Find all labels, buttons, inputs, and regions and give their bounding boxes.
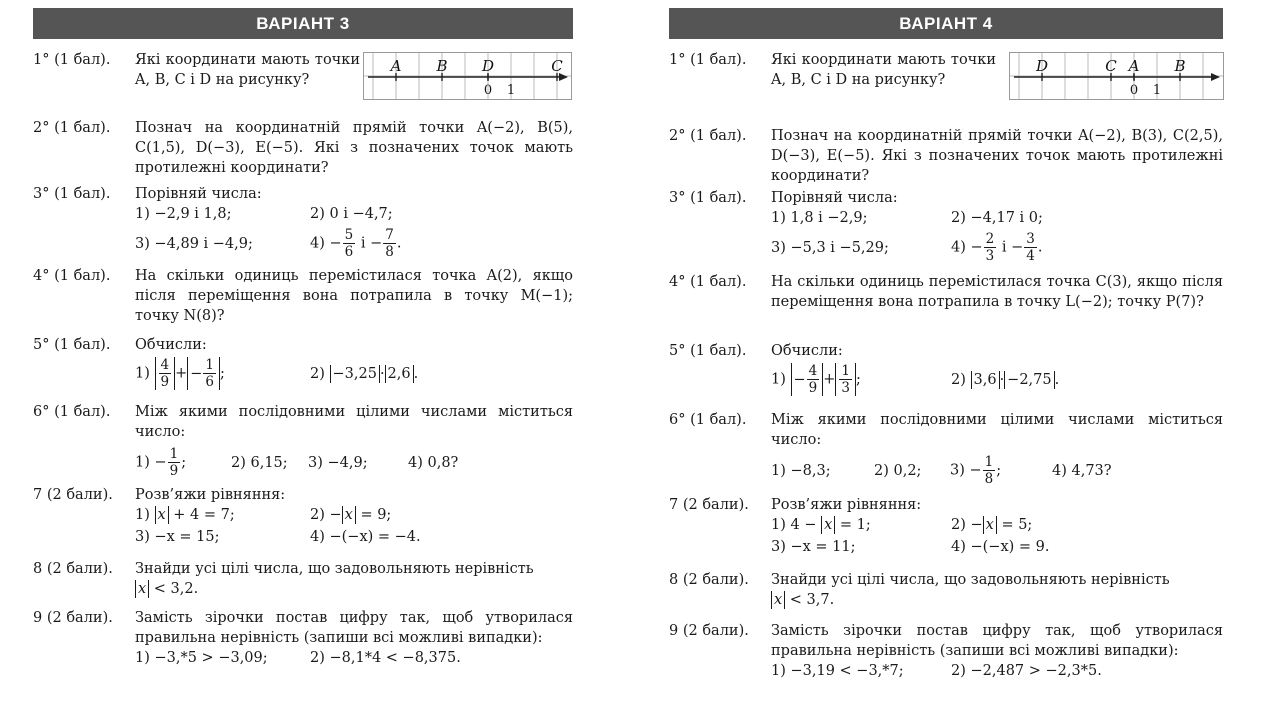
item-2: 2) −4,17 і 0;: [951, 210, 1043, 226]
task-number: 2° (1 бал).: [33, 120, 111, 136]
task-text: Які координати мають точки A, B, C і D на рисунку?: [135, 52, 360, 88]
item-3: 3) −x = 15;: [135, 529, 220, 545]
task-2: [669, 126, 1223, 186]
task-intro: Порівняй числа:: [135, 186, 262, 202]
task-text: Знайди усі цілі числа, що задовольняють нерівність: [771, 572, 1170, 588]
task-text: На скільки одиниць перемістилася точка C(3), якщо після переміщення вона потрапила в точку L(−2); точку P(7)?: [771, 274, 1223, 310]
number-line-figure: [1009, 52, 1224, 100]
task-text: На скільки одиниць перемістилася точка A(2), якщо після переміщення вона потрапила в точку M(−1); точку N(8)?: [135, 268, 573, 324]
item-4: 4) 0,8?: [408, 454, 459, 471]
item-4: 4) − $\frac{2}{3}$ і − $\frac{3}{4}$ .: [951, 231, 1043, 264]
task-2: [33, 118, 573, 178]
point-label: B: [1174, 57, 1186, 75]
one-label: 1: [506, 83, 516, 98]
task-number: 7 (2 бали).: [669, 497, 749, 513]
task-number: 4° (1 бал).: [33, 268, 111, 284]
item-1: 1) 1,8 і −2,9;: [771, 210, 868, 226]
item-4: 4) − $\frac{5}{6}$ і − $\frac{7}{8}$ .: [310, 227, 402, 260]
task-5: [669, 341, 1223, 396]
item-4: 4) −(−x) = 9.: [951, 539, 1050, 555]
point-label: D: [1035, 57, 1049, 75]
absolute-value: $\frac{4}{9}$: [155, 357, 176, 390]
task-text: Які координати мають точки A, B, C і D на рисунку?: [771, 52, 996, 88]
task-intro: Порівняй числа:: [771, 190, 898, 206]
task-number: 7 (2 бали).: [33, 487, 113, 503]
task-intro: Обчисли:: [135, 337, 207, 353]
item-1: 1) −3,*5 > −3,09;: [135, 650, 268, 666]
item-3: 3) −5,3 і −5,29;: [771, 239, 889, 256]
item-3: 3) − $\frac{1}{8}$ ;: [950, 454, 1002, 487]
variant-4-header: ВАРІАНТ 4: [669, 8, 1223, 39]
number-line-figure: [363, 52, 572, 100]
task-3: [669, 188, 1223, 264]
item-3: 3) −x = 11;: [771, 539, 856, 555]
task-number: 1° (1 бал).: [33, 52, 111, 68]
zero-label: 0: [1129, 83, 1139, 98]
item-1: 1) − $\frac{4}{9}$ + $\frac{1}{3}$ ;: [771, 363, 861, 396]
item-2: 2) 0,2;: [874, 462, 922, 479]
item-2: 2) − x = 5;: [951, 517, 1033, 533]
task-number: 3° (1 бал).: [33, 186, 111, 202]
point-label: A: [390, 57, 402, 75]
task-number: 9 (2 бали).: [33, 610, 113, 626]
item-2: 2) 3,6 · −2,75 .: [951, 371, 1060, 388]
item-2: 2) −2,487 > −2,3*5.: [951, 663, 1102, 679]
point-label: A: [1128, 57, 1140, 75]
task-7: [669, 495, 1223, 557]
task-number: 1° (1 бал).: [669, 52, 747, 68]
item-1: 1) −8,3;: [771, 462, 831, 479]
item-1: 1) 4 − x = 1;: [771, 517, 871, 533]
task-number: 6° (1 бал).: [33, 404, 111, 420]
zero-label: 0: [483, 83, 493, 98]
task-intro: Обчисли:: [771, 343, 843, 359]
task-number: 8 (2 бали).: [33, 561, 113, 577]
task-9: [33, 608, 573, 668]
variant-3-column: [33, 8, 573, 666]
task-6: [669, 410, 1223, 487]
task-number: 5° (1 бал).: [669, 343, 747, 359]
number-line: [364, 53, 571, 99]
item-2: 2) −8,1*4 < −8,375.: [310, 650, 461, 666]
item-1: 1) −3,19 < −3,*7;: [771, 663, 904, 679]
task-intro: Розв’яжи рівняння:: [771, 497, 922, 513]
inequality: x < 3,2.: [135, 579, 573, 599]
task-7: [33, 485, 573, 547]
fraction: $\frac{5}{6}$: [344, 227, 354, 260]
task-3: [33, 184, 573, 260]
variant-4-column: [669, 8, 1223, 679]
item-2: 2) 0 і −4,7;: [310, 206, 393, 222]
inequality: x < 3,7.: [771, 590, 1223, 610]
task-4: [669, 272, 1223, 312]
point-label: C: [1105, 57, 1117, 75]
task-number: 8 (2 бали).: [669, 572, 749, 588]
task-number: 9 (2 бали).: [669, 623, 749, 639]
variant-3-header: ВАРІАНТ 3: [33, 8, 573, 39]
fraction: $\frac{7}{8}$: [385, 227, 394, 260]
item-1: 1) x + 4 = 7;: [135, 507, 235, 523]
task-text: Між якими послідовними цілими числами міститься число:: [135, 404, 573, 440]
item-4: 4) 4,73?: [1052, 462, 1112, 479]
point-label: C: [551, 57, 563, 75]
item-1: 1) $\frac{4}{9}$ + − $\frac{1}{6}$ ;: [135, 357, 225, 390]
item-3: 3) −4,89 і −4,9;: [135, 235, 253, 252]
task-6: [33, 402, 573, 479]
axis-arrow: [1211, 73, 1220, 81]
task-number: 6° (1 бал).: [669, 412, 747, 428]
task-text: Між якими послідовними цілими числами міститься число:: [771, 412, 1223, 448]
task-intro: Розв’яжи рівняння:: [135, 487, 286, 503]
item-2: 2) −3,25 · 2,6 .: [310, 365, 419, 382]
task-number: 3° (1 бал).: [669, 190, 747, 206]
item-1: 1) − $\frac{1}{9}$ ;: [135, 446, 187, 479]
point-label: B: [436, 57, 448, 75]
number-line: [1010, 53, 1223, 99]
task-text: Замість зірочки постав цифру так, щоб утворилася правильна нерівність (запиши всі можливі випадки):: [771, 623, 1223, 659]
task-8: [669, 570, 1223, 610]
task-1: [33, 50, 573, 98]
item-2: 2) − x = 9;: [310, 507, 392, 523]
item-2: 2) 6,15;: [231, 454, 288, 471]
point-label: D: [481, 57, 495, 75]
task-9: [669, 621, 1223, 681]
task-4: [33, 266, 573, 326]
task-number: 5° (1 бал).: [33, 337, 111, 353]
one-label: 1: [1152, 83, 1162, 98]
task-text: Познач на координатній прямій точки A(−2), B(5), C(1,5), D(−3), E(−5). Які з позначених точок мають протилежні координати?: [135, 120, 573, 176]
absolute-value: − $\frac{1}{6}$: [187, 357, 220, 390]
task-number: 4° (1 бал).: [669, 274, 747, 290]
task-8: [33, 559, 573, 599]
task-text: Знайди усі цілі числа, що задовольняють нерівність: [135, 561, 534, 577]
item-1: 1) −2,9 і 1,8;: [135, 206, 232, 222]
task-number: 2° (1 бал).: [669, 128, 747, 144]
task-1: [669, 50, 1223, 98]
task-text: Замість зірочки постав цифру так, щоб утворилася правильна нерівність (запиши всі можливі випадки):: [135, 610, 573, 646]
task-5: [33, 335, 573, 390]
item-4: 4) −(−x) = −4.: [310, 529, 421, 545]
item-3: 3) −4,9;: [308, 454, 368, 471]
task-text: Познач на координатній прямій точки A(−2), B(3), C(2,5), D(−3), E(−5). Які з позначених точок мають протилежні координати?: [771, 128, 1223, 184]
